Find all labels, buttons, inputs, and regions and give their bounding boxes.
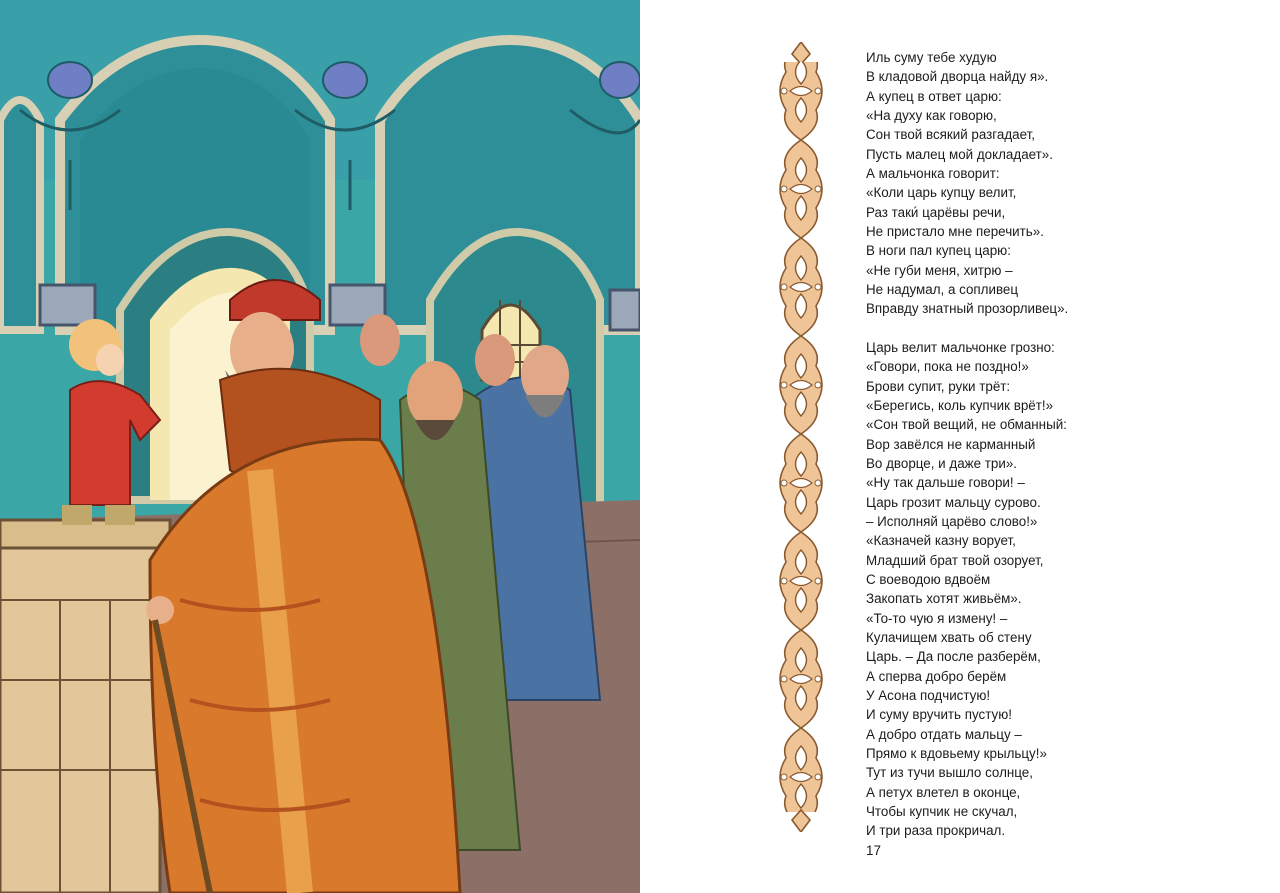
poem-line: В кладовой дворца найду я». [866, 69, 1049, 85]
poem-line: «На духу как говорю, [866, 108, 997, 124]
poem-line: Пусть малец мой докладает». [866, 146, 1053, 162]
stanza-1 [866, 48, 1266, 319]
poem-line: Тут из тучи вышло солнце, [866, 765, 1033, 781]
poem-line: Не пристало мне перечить». [866, 224, 1044, 240]
poem-line: «Берегись, коль купчик врёт!» [866, 397, 1054, 413]
poem-line: «Не губи меня, хитрю – [866, 262, 1013, 278]
poem-line: А купец в ответ царю: [866, 88, 1002, 104]
stanza-2 [866, 338, 1266, 841]
poem-line: А добро отдать мальцу – [866, 726, 1022, 742]
poem-line: Во дворце, и даже три». [866, 455, 1017, 471]
poem-line: Царь велит мальчонке грозно: [866, 339, 1055, 355]
page-number: 17 [866, 843, 881, 858]
poem-line: Младший брат твой озорует, [866, 552, 1044, 568]
poem-line: «Сон твой вещий, не обманный: [866, 417, 1067, 433]
stanza-gap [866, 319, 1266, 338]
poem-line: Не надумал, а сопливец [866, 282, 1019, 298]
poem-line: А мальчонка говорит: [866, 166, 1000, 182]
poem-line: У Асона подчистую! [866, 688, 991, 703]
poem-text [866, 48, 1266, 841]
poem-line: А сперва добро берём [866, 668, 1007, 684]
arch-far-left [0, 100, 40, 330]
poem-line: Царь грозит мальцу сурово. [866, 494, 1041, 510]
poem-line: Кулачищем хвать об стену [866, 629, 1032, 645]
poem-line: Закопать хотят живьём». [866, 591, 1022, 607]
poem-line: Сон твой всякий разгадает, [866, 127, 1035, 143]
poem-line: «Ну так дальше говори! – [866, 475, 1025, 491]
poem-line: И три раза прокричал. [866, 823, 1006, 839]
poem-line: Вправду знатный прозорливец». [866, 301, 1069, 317]
poem-line: «Казначей казну ворует, [866, 533, 1016, 549]
poem-line: «Коли царь купцу велит, [866, 185, 1017, 201]
poem-line: С воеводою вдвоём [866, 571, 991, 587]
poem-line: И суму вручить пустую! [866, 707, 1012, 723]
poem-line: В ноги пал купец царю: [866, 243, 1011, 259]
poem-line: Раз таки́ царёвы речи, [866, 204, 1006, 220]
poem-line: «Говори, пока не поздно!» [866, 359, 1029, 375]
poem-line: Брови супит, руки трёт: [866, 378, 1011, 394]
poem-line: – Исполняй царёво слово!» [866, 513, 1038, 529]
carved-wood-ornament-icon [770, 42, 832, 832]
poem-line: Царь. – Да после разберём, [866, 649, 1041, 665]
poem-line: Иль суму тебе худую [866, 50, 997, 65]
poem-line: Чтобы купчик не скучал, [866, 804, 1018, 820]
poem-line: Вор завёлся не карманный [866, 436, 1036, 452]
poem-line: А петух влетел в оконце, [866, 784, 1021, 800]
poem-line: «То-то чую я измену! – [866, 610, 1008, 626]
stove-pedestal [0, 520, 170, 893]
poem-line: Прямо к вдовьему крыльцу!» [866, 746, 1047, 762]
